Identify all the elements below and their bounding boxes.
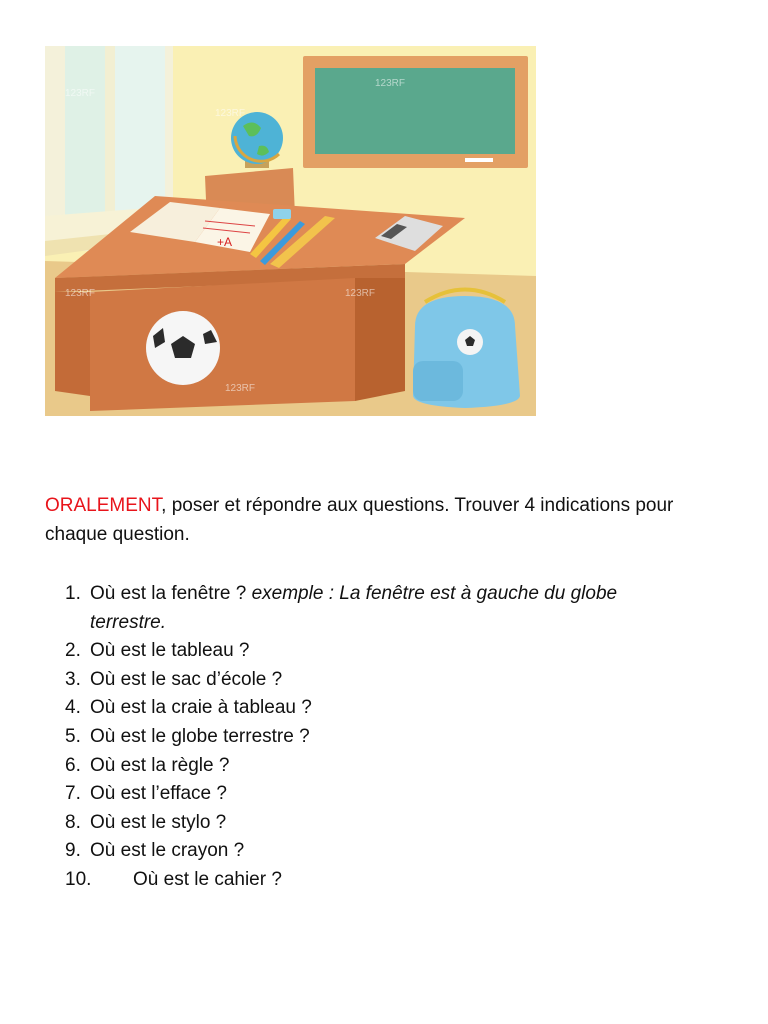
chalkboard (303, 56, 528, 168)
svg-text:123RF: 123RF (345, 288, 376, 299)
chalk (465, 158, 493, 162)
svg-text:123RF: 123RF (375, 78, 406, 89)
question-item (45, 837, 685, 866)
question-number: 8. (65, 811, 81, 833)
svg-text:123RF: 123RF (65, 88, 96, 99)
question-example: exemple : La fenêtre est à gauche du globe terrestre. (90, 583, 618, 633)
question-text: Où est le tableau ? (90, 640, 250, 662)
question-item (45, 866, 685, 895)
question-text: Où est la règle ? (90, 754, 230, 776)
eraser (273, 209, 291, 219)
question-text: Où est le cahier ? (133, 868, 282, 890)
question-item (45, 666, 685, 695)
desk-front (90, 278, 355, 411)
backpack (413, 290, 520, 409)
question-number: 1. (65, 583, 81, 604)
question-number: 10. (65, 868, 92, 890)
question-item (45, 723, 685, 752)
question-number: 2. (65, 640, 81, 662)
question-item (45, 637, 685, 666)
question-number: 5. (65, 725, 81, 747)
question-item (45, 809, 685, 838)
svg-text:123RF: 123RF (225, 383, 256, 394)
question-text: Où est la craie à tableau ? (90, 697, 312, 719)
question-item (45, 694, 685, 723)
question-text: Où est le stylo ? (90, 811, 227, 833)
svg-text:123RF: 123RF (215, 108, 246, 119)
question-item (45, 780, 685, 809)
question-item (45, 752, 685, 781)
question-number: 7. (65, 783, 81, 805)
instructions (45, 491, 705, 549)
question-item (45, 580, 685, 637)
question-text: Où est le crayon ? (90, 840, 245, 862)
instructions-text: , poser et répondre aux questions. Trouver 4 indications pour chaque question. (45, 495, 674, 545)
question-number: 4. (65, 697, 81, 719)
question-text: Où est la fenêtre ? (90, 583, 252, 604)
question-text: Où est le sac d’école ? (90, 668, 283, 690)
question-number: 9. (65, 840, 81, 862)
question-number: 6. (65, 754, 81, 776)
svg-text:123RF: 123RF (65, 288, 96, 299)
svg-text:+A: +A (217, 235, 233, 249)
question-text: Où est l’efface ? (90, 783, 227, 805)
soccer-ball (146, 311, 220, 385)
question-list (45, 580, 685, 895)
question-number: 3. (65, 668, 81, 690)
question-text: Où est le globe terrestre ? (90, 725, 310, 747)
instructions-highlight: ORALEMENT (45, 495, 162, 516)
classroom-illustration (45, 46, 536, 416)
